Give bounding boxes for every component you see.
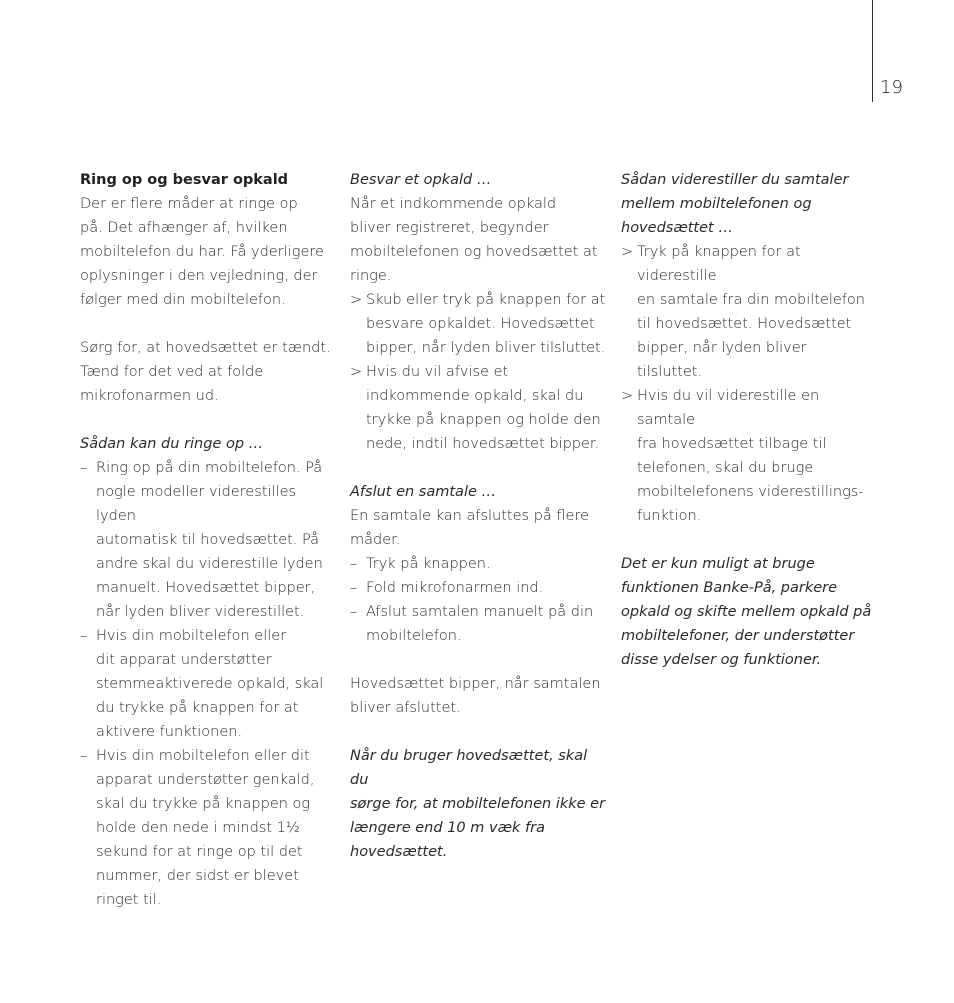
text-line: dit apparat understøtter: [96, 652, 272, 668]
list-marker: >: [621, 388, 634, 404]
text-line: længere end 10 m væk fra: [350, 820, 545, 836]
list-marker: –: [80, 628, 88, 644]
range-note: [350, 744, 608, 864]
text-line: mellem mobiltelefonen og: [621, 196, 812, 212]
text-line: stemmeaktiverede opkald, skal: [96, 676, 324, 692]
text-line: bliver registreret, begynder: [350, 220, 549, 236]
text-line: måder.: [350, 532, 401, 548]
text-line: mikrofonarmen ud.: [80, 388, 219, 404]
text-line: manuelt. Hovedsættet bipper,: [96, 580, 316, 596]
text-line: Det er kun muligt at bruge: [621, 556, 815, 572]
text-line: En samtale kan afsluttes på flere: [350, 508, 590, 524]
text-line: bipper, når lyden bliver tilsluttet.: [637, 340, 807, 380]
text-line: disse ydelser og funktioner.: [621, 652, 822, 668]
text-line: ringet til.: [96, 892, 162, 908]
list-item: [80, 744, 338, 912]
text-line: følger med din mobiltelefon.: [80, 292, 286, 308]
text-line: Sørg for, at hovedsættet er tændt.: [80, 340, 331, 356]
text-line: Skub eller tryk på knappen for at: [366, 292, 606, 308]
text-line: oplysninger i den vejledning, der: [80, 268, 318, 284]
text-line: Sådan viderestiller du samtaler: [621, 172, 849, 188]
text-line: mobiltelefonen og hovedsættet at: [350, 244, 598, 260]
page-number: 19: [880, 77, 903, 98]
list-item: [621, 384, 876, 528]
text-line: en samtale fra din mobiltelefon: [637, 292, 865, 308]
text-line: mobiltelefonens viderestillings-: [637, 484, 864, 500]
text-line: mobiltelefon.: [366, 628, 462, 644]
text-line: når lyden bliver viderestillet.: [96, 604, 305, 620]
text-line: Hvis din mobiltelefon eller: [96, 628, 287, 644]
text-line: Hvis din mobiltelefon eller dit: [96, 748, 310, 764]
text-line: mobiltelefon du har. Få yderligere: [80, 244, 324, 260]
list-item: [80, 624, 338, 744]
column-2: [350, 168, 608, 864]
text-line: trykke på knappen og holde den: [366, 412, 601, 428]
text-line: bipper, når lyden bliver tilsluttet.: [366, 340, 606, 356]
subheading-call: Sådan kan du ringe op …: [80, 436, 264, 452]
list-item: [350, 360, 608, 456]
text-line: Fold mikrofonarmen ind.: [366, 580, 544, 596]
text-line: mobiltelefoner, der understøtter: [621, 628, 855, 644]
text-line: nogle modeller viderestilles lyden: [96, 484, 297, 524]
end-call-list: [350, 552, 608, 648]
text-line: automatisk til hovedsættet. På: [96, 532, 320, 548]
text-line: sekund for at ringe op til det: [96, 844, 303, 860]
text-line: til hovedsættet. Hovedsættet: [637, 316, 852, 332]
list-marker: –: [350, 556, 358, 572]
section-heading: Ring op og besvar opkald: [80, 172, 289, 188]
text-line: andre skal du viderestille lyden: [96, 556, 323, 572]
text-line: nede, indtil hovedsættet bipper.: [366, 436, 600, 452]
text-line: Når du bruger hovedsættet, skal du: [350, 748, 588, 788]
feature-note: [621, 552, 876, 672]
text-line: skal du trykke på knappen og: [96, 796, 311, 812]
power-on-paragraph: [80, 336, 338, 408]
column-1: [80, 168, 338, 912]
text-line: opkald og skifte mellem opkald på: [621, 604, 872, 620]
text-line: nummer, der sidst er blevet: [96, 868, 299, 884]
text-line: Tryk på knappen for at viderestille: [637, 244, 801, 284]
list-marker: –: [350, 580, 358, 596]
text-line: Ring op på din mobiltelefon. På: [96, 460, 323, 476]
text-line: du trykke på knappen for at: [96, 700, 299, 716]
text-line: Tænd for det ved at folde: [80, 364, 264, 380]
text-line: hovedsættet.: [350, 844, 448, 860]
list-item: [80, 456, 338, 624]
subheading-transfer: [621, 168, 876, 240]
text-line: fra hovedsættet tilbage til: [637, 436, 827, 452]
column-3: [621, 168, 876, 672]
list-marker: >: [621, 244, 634, 260]
text-line: telefonen, skal du bruge: [637, 460, 814, 476]
list-marker: >: [350, 292, 363, 308]
text-line: hovedsættet …: [621, 220, 733, 236]
list-item: [350, 600, 608, 648]
text-line: aktivere funktionen.: [96, 724, 243, 740]
list-marker: –: [80, 748, 88, 764]
transfer-list: [621, 240, 876, 528]
end-call-intro: [350, 504, 608, 552]
text-line: Hovedsættet bipper, når samtalen: [350, 676, 601, 692]
list-item: [350, 576, 608, 600]
answer-list: [350, 288, 608, 456]
text-line: besvare opkaldet. Hovedsættet: [366, 316, 595, 332]
subheading-answer: Besvar et opkald …: [350, 172, 492, 188]
call-list: [80, 456, 338, 912]
margin-rule: [872, 0, 873, 102]
text-line: sørge for, at mobiltelefonen ikke er: [350, 796, 606, 812]
list-marker: >: [350, 364, 363, 380]
text-line: holde den nede i mindst 1½: [96, 820, 300, 836]
text-line: Der er flere måder at ringe op: [80, 196, 298, 212]
text-line: indkommende opkald, skal du: [366, 388, 584, 404]
intro-paragraph: [80, 192, 338, 312]
text-line: funktionen Banke-På, parkere: [621, 580, 838, 596]
text-line: Afslut samtalen manuelt på din: [366, 604, 594, 620]
text-line: bliver afsluttet.: [350, 700, 461, 716]
list-marker: –: [80, 460, 88, 476]
end-call-paragraph: [350, 672, 608, 720]
list-item: [350, 552, 608, 576]
text-line: Hvis du vil viderestille en samtale: [637, 388, 820, 428]
text-line: Tryk på knappen.: [366, 556, 491, 572]
text-line: funktion.: [637, 508, 702, 524]
answer-intro: [350, 192, 608, 288]
text-line: ringe.: [350, 268, 392, 284]
list-marker: –: [350, 604, 358, 620]
list-item: [621, 240, 876, 384]
subheading-end-call: Afslut en samtale …: [350, 484, 497, 500]
text-line: på. Det afhænger af, hvilken: [80, 220, 288, 236]
list-item: [350, 288, 608, 360]
text-line: Hvis du vil afvise et: [366, 364, 509, 380]
text-line: Når et indkommende opkald: [350, 196, 557, 212]
text-line: apparat understøtter genkald,: [96, 772, 315, 788]
